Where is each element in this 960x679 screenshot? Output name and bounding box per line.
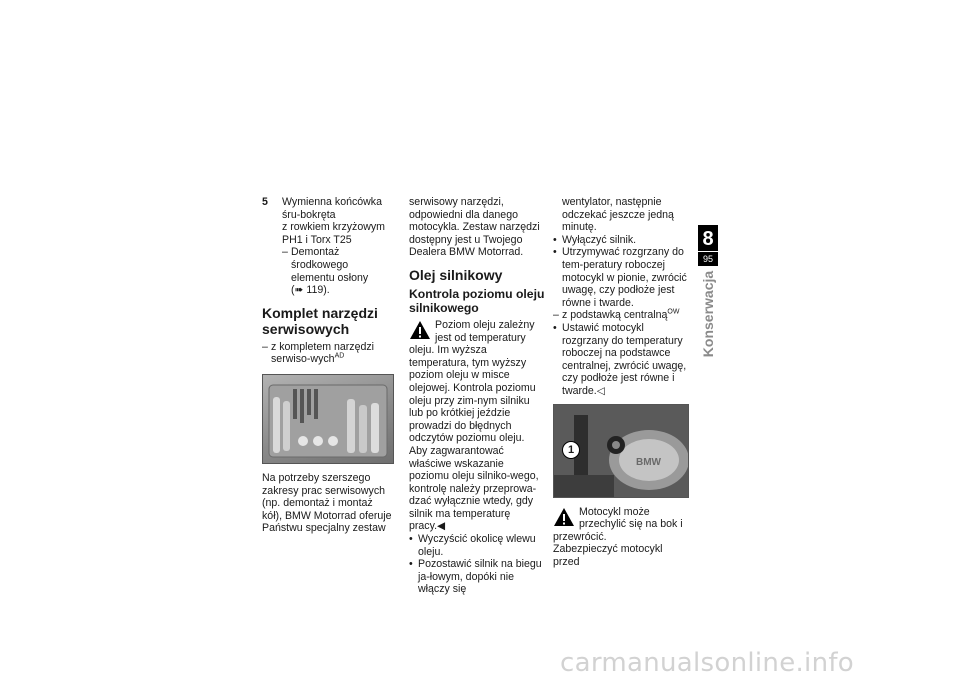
bullet-text: • Ustawić motocykl rozgrzany do temperatury roboczej na podstawce centralnej, zwrócić uwagę, czy podłoże jest równe i twarde.◁ (562, 321, 687, 397)
section-heading-engine-oil: Olej silnikowy (409, 266, 503, 283)
section-heading-tools: Komplet narzędzi serwisowych (262, 304, 378, 337)
step-page-ref: (➠ 119). (291, 284, 330, 297)
body-text-tools: Na potrzeby szerszego zakresy prac serwisowych (np. demontaż i montaż kół), BMW Motorrad oferuje Państwu specjalny zestaw (262, 471, 392, 535)
subheading-oil-level: Kontrola poziomu oleju silnikowego (409, 286, 545, 315)
bullet-item (409, 558, 545, 596)
callout-1: 1 (562, 441, 580, 459)
body-text-oil: Aby zagwarantować właściwe wskazanie poziomu oleju silniko-wego, kontrolę należy przeprowa-dzać wyłącznie wtedy, gdy silnik ma temperaturę pracy.◀ (409, 444, 539, 533)
bullet-item (553, 234, 689, 247)
bullet-text: • Utrzymywać rozgrzany do tem-peratury roboczej motocykl w pionie, zwrócić uwagę, czy podłoże jest równe i twarde. (562, 246, 687, 309)
bullet-item (553, 322, 689, 398)
warning-oil-level (409, 319, 545, 445)
option-marker: AD (334, 352, 345, 360)
warning-icon (553, 507, 575, 527)
page-number: 95 (702, 254, 713, 264)
bullet-continuation: wentylator, następnie odczekać jeszcze jedną minutę. (562, 196, 674, 234)
step-subtext: z rowkiem krzyżowym PH1 i Torx T25 (282, 221, 385, 246)
chapter-number: 8 (702, 228, 714, 250)
step-5 (262, 196, 394, 246)
step-text: Wymienna końcówka śru-bokręta (282, 196, 382, 221)
step-dash-item (282, 246, 394, 296)
warning-icon (409, 320, 431, 340)
column-2 (409, 196, 545, 596)
tools-photo (262, 374, 394, 464)
option-marker: OW (667, 308, 680, 316)
section-label-vertical: Konserwacja (700, 270, 716, 358)
warning-text: Motocykl może przechylić się na bok i przewrócić. (553, 505, 683, 543)
body-text-continued: serwisowy narzędzi, odpowiedni dla danego motocykla. Zestaw narzędzi dostępny jest u Twojego Dealera BMW Motorrad. (409, 196, 540, 259)
bullet-item (409, 533, 545, 558)
dash-item-stand-text: z podstawką centralną (562, 309, 668, 322)
dash-item-stand (553, 309, 689, 322)
motorcycle-photo (553, 404, 689, 498)
bullet-text: • Wyłączyć silnik. (562, 233, 637, 246)
step-number: 5 (262, 196, 268, 208)
bullet-item (553, 246, 689, 309)
tools-illustration (263, 375, 393, 463)
watermark: carmanualsonline.info (560, 648, 855, 678)
warning-tip-over (553, 506, 689, 544)
bullet-text: • Pozostawić silnik na biegu ja-łowym, dopóki nie włączy się (418, 558, 542, 596)
column-3 (553, 196, 689, 568)
bullet-text: • Wyczyścić okolicę wlewu oleju. (418, 533, 536, 558)
column-1 (262, 196, 394, 535)
dash-item-tools (262, 341, 394, 366)
svg-text:BMW: BMW (636, 456, 661, 468)
dash-item-tools-text: z kompletem narzędzi serwiso-wych (271, 340, 375, 366)
body-text-secure: Zabezpieczyć motocykl przed (553, 543, 663, 568)
step-dash-text: – Demontaż środkowego elementu osłony (291, 246, 369, 284)
warning-text: Poziom oleju zależny jest od temperatury oleju. Im wyższa temperatura, tym wyższy poziom oleju w misce olejowej. Kontrola poziomu oleju przy zim-nym silniku lub po krótkiej jeździe prowadzi do błędnych odczytów poziomu oleju. (409, 318, 536, 445)
